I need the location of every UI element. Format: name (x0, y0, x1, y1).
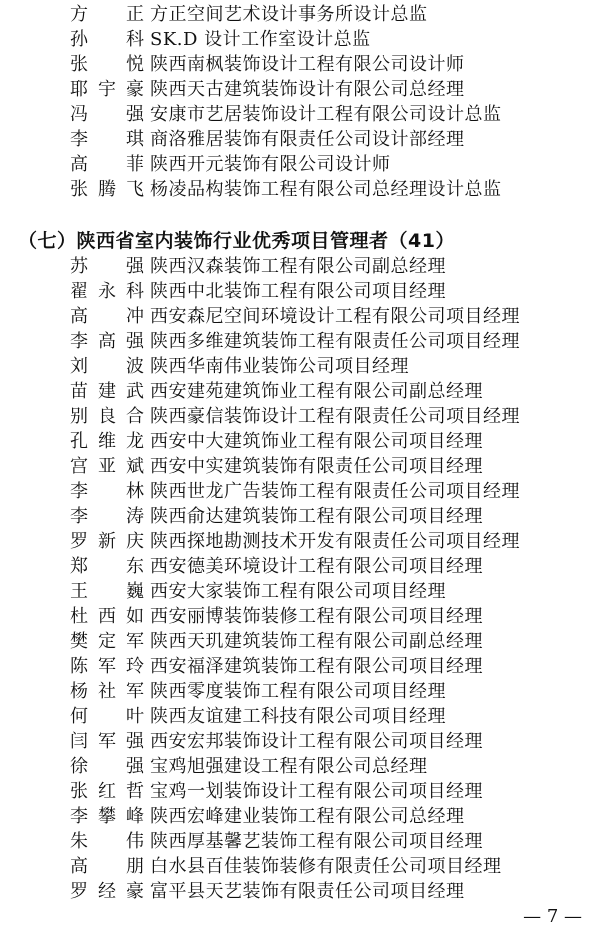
person-name: 宫 亚 斌 (70, 456, 144, 477)
organization-title: 西安建苑建筑饰业工程有限公司副总经理 (150, 381, 483, 402)
organization-title: 方正空间艺术设计事务所设计总监 (150, 4, 428, 25)
organization-title: 陕西天古建筑装饰设计有限公司总经理 (150, 79, 465, 100)
organization-title: 陕西华南伟业装饰公司项目经理 (150, 356, 409, 377)
person-name: 王 巍 (70, 581, 144, 602)
person-name: 罗 新 庆 (70, 531, 144, 552)
person-name: 陈 军 玲 (70, 656, 144, 677)
list-item (0, 379, 600, 404)
list-item (0, 704, 600, 729)
person-name: 方 正 (70, 4, 144, 25)
organization-title: 商洛雅居装饰有限责任公司设计部经理 (150, 129, 465, 150)
list-item (0, 829, 600, 854)
list-item (0, 779, 600, 804)
organization-title: 西安大家装饰工程有限公司项目经理 (150, 581, 446, 602)
list-item (0, 554, 600, 579)
list-item (0, 479, 600, 504)
person-name: 孔 维 龙 (70, 431, 144, 452)
list-item (0, 629, 600, 654)
person-name: 李 琪 (70, 129, 144, 150)
page-number: — 7 — (523, 906, 582, 927)
person-name: 张 红 哲 (70, 781, 144, 802)
organization-title: 西安中实建筑装饰有限责任公司项目经理 (150, 456, 483, 477)
organization-title: 陕西友谊建工科技有限公司项目经理 (150, 706, 446, 727)
person-name: 罗 经 豪 (70, 881, 144, 902)
person-name: 闫 军 强 (70, 731, 144, 752)
organization-title: 陕西天玑建筑装饰工程有限公司副总经理 (150, 631, 483, 652)
person-name: 樊 定 军 (70, 631, 144, 652)
person-name: 翟 永 科 (70, 281, 144, 302)
list-item (0, 279, 600, 304)
list-item (0, 529, 600, 554)
organization-title: 西安福泽建筑装饰工程有限公司项目经理 (150, 656, 483, 677)
organization-title: 陕西零度装饰工程有限公司项目经理 (150, 681, 446, 702)
person-name: 李 林 (70, 481, 144, 502)
person-name: 杨 社 军 (70, 681, 144, 702)
person-name: 高 冲 (70, 306, 144, 327)
list-item (0, 304, 600, 329)
organization-title: 陕西多维建筑装饰工程有限责任公司项目经理 (150, 331, 520, 352)
organization-title: 陕西南枫装饰设计工程有限公司设计师 (150, 54, 465, 75)
organization-title: 陕西汉森装饰工程有限公司副总经理 (150, 256, 446, 277)
organization-title: 陕西探地勘测技术开发有限责任公司项目经理 (150, 531, 520, 552)
list-item (0, 52, 600, 77)
organization-title: 陕西俞达建筑装饰工程有限公司项目经理 (150, 506, 483, 527)
list-item (0, 354, 600, 379)
organization-title: 富平县天艺装饰有限责任公司项目经理 (150, 881, 465, 902)
list-item (0, 879, 600, 904)
organization-title: 白水县百佳装饰装修有限责任公司项目经理 (150, 856, 502, 877)
person-name: 李 涛 (70, 506, 144, 527)
list-item (0, 854, 600, 879)
person-name: 李 高 强 (70, 331, 144, 352)
organization-title: 陕西豪信装饰设计工程有限责任公司项目经理 (150, 406, 520, 427)
person-name: 苗 建 武 (70, 381, 144, 402)
list-item (0, 754, 600, 779)
list-item (0, 679, 600, 704)
list-item (0, 579, 600, 604)
list-item (0, 127, 600, 152)
person-name: 高 菲 (70, 154, 144, 175)
organization-title: 陕西世龙广告装饰工程有限责任公司项目经理 (150, 481, 520, 502)
list-item (0, 404, 600, 429)
organization-title: SK.D 设计工作室设计总监 (150, 29, 371, 50)
list-item (0, 329, 600, 354)
person-name: 孙 科 (70, 29, 144, 50)
list-item (0, 654, 600, 679)
list-item (0, 804, 600, 829)
organization-title: 陕西中北装饰工程有限公司项目经理 (150, 281, 446, 302)
person-name: 别 良 合 (70, 406, 144, 427)
organization-title: 西安森尼空间环境设计工程有限公司项目经理 (150, 306, 520, 327)
organization-title: 西安中大建筑饰业工程有限公司项目经理 (150, 431, 483, 452)
organization-title: 西安德美环境设计工程有限公司项目经理 (150, 556, 483, 577)
person-name: 李 攀 峰 (70, 806, 144, 827)
list-item (0, 2, 600, 27)
organization-title: 安康市艺居装饰设计工程有限公司设计总监 (150, 104, 502, 125)
person-name: 朱 伟 (70, 831, 144, 852)
person-name: 耶 宇 豪 (70, 79, 144, 100)
organization-title: 陕西厚基馨艺装饰工程有限公司项目经理 (150, 831, 483, 852)
list-item (0, 152, 600, 177)
person-name: 郑 东 (70, 556, 144, 577)
list-item (0, 102, 600, 127)
person-name: 何 叶 (70, 706, 144, 727)
organization-title: 陕西开元装饰有限公司设计师 (150, 154, 391, 175)
person-name: 徐 强 (70, 756, 144, 777)
list-item (0, 27, 600, 52)
organization-title: 宝鸡旭强建设工程有限公司总经理 (150, 756, 428, 777)
organization-title: 杨凌品构装饰工程有限公司总经理设计总监 (150, 179, 502, 200)
person-name: 张 腾 飞 (70, 179, 144, 200)
list-item (0, 604, 600, 629)
list-item (0, 429, 600, 454)
organization-title: 陕西宏峰建业装饰工程有限公司总经理 (150, 806, 465, 827)
person-name: 杜 西 如 (70, 606, 144, 627)
list-item (0, 77, 600, 102)
person-name: 高 朋 (70, 856, 144, 877)
list-item (0, 454, 600, 479)
person-name: 苏 强 (70, 256, 144, 277)
list-item (0, 729, 600, 754)
list-item (0, 177, 600, 202)
list-item (0, 504, 600, 529)
top-list (0, 2, 600, 202)
organization-title: 宝鸡一划装饰设计工程有限公司项目经理 (150, 781, 483, 802)
organization-title: 西安丽博装饰装修工程有限公司项目经理 (150, 606, 483, 627)
person-name: 刘 波 (70, 356, 144, 377)
person-name: 冯 强 (70, 104, 144, 125)
organization-title: 西安宏邦装饰设计工程有限公司项目经理 (150, 731, 483, 752)
person-name: 张 悦 (70, 54, 144, 75)
section-heading: （七）陕西省室内装饰行业优秀项目管理者（41） (18, 230, 455, 252)
section-list (0, 254, 600, 904)
list-item (0, 254, 600, 279)
